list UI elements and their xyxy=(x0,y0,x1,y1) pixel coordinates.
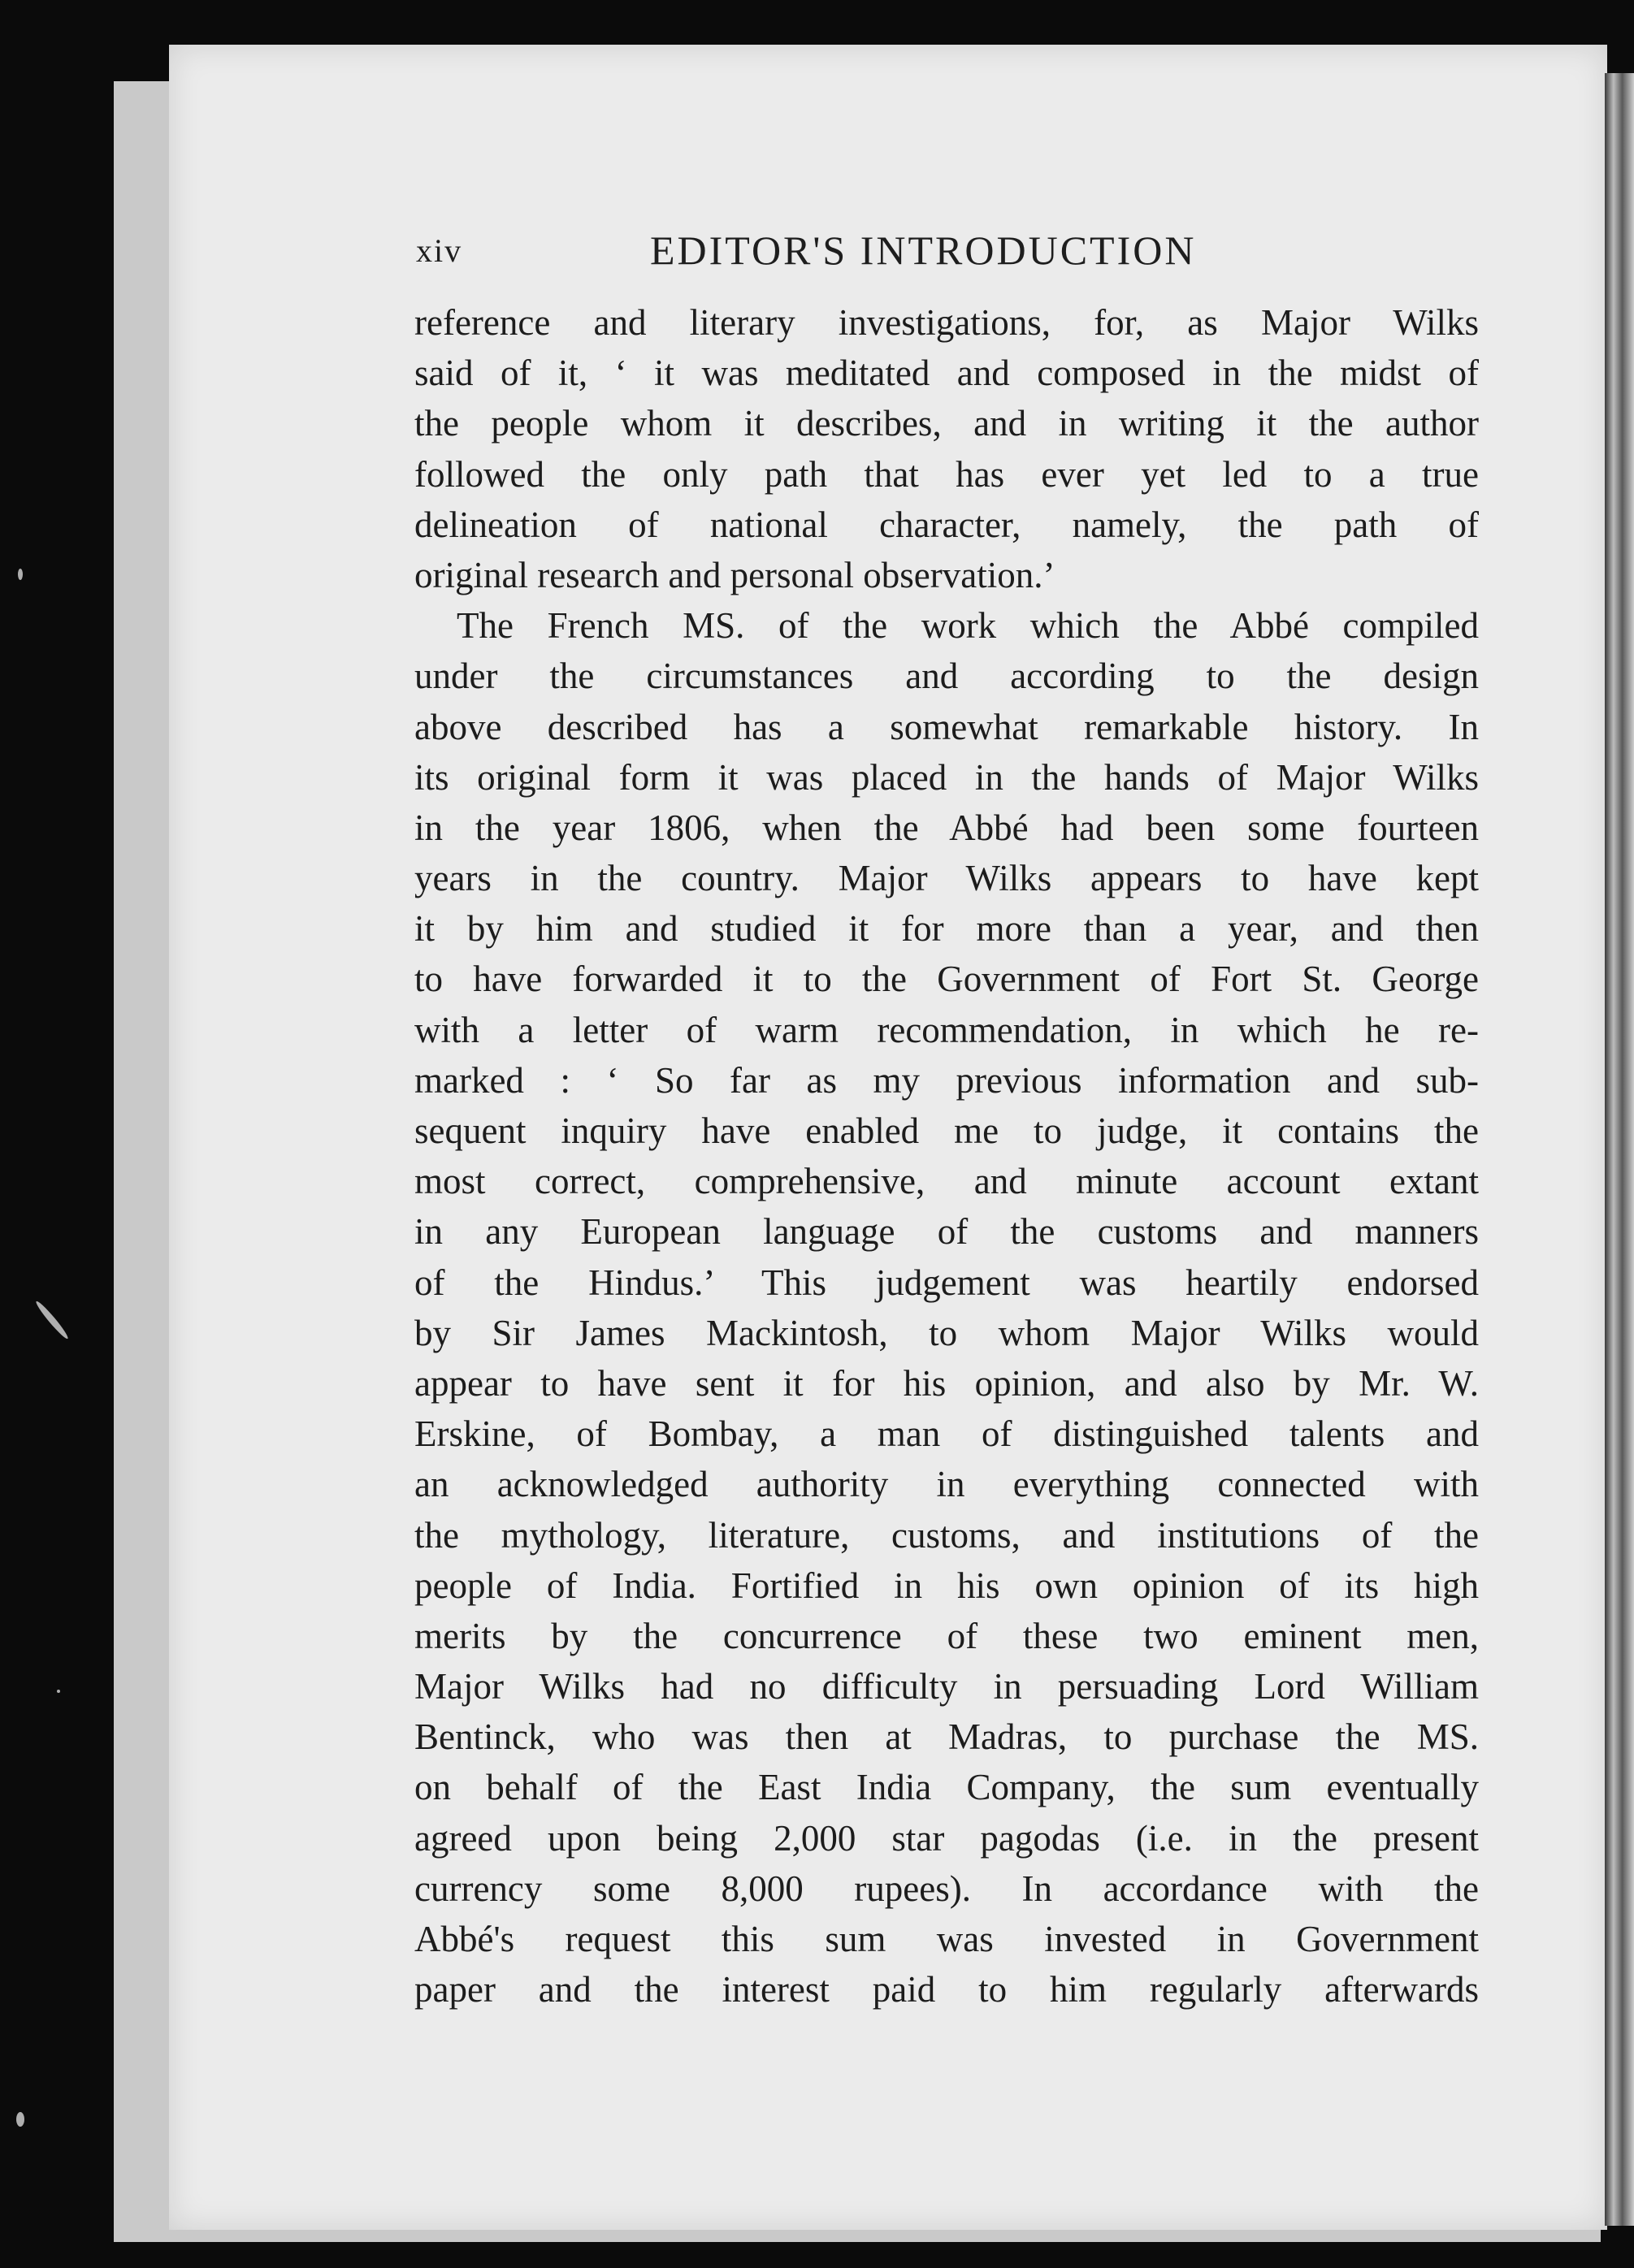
text-line: on behalf of the East India Company, the sum eventually xyxy=(414,1767,1479,1808)
text-line: its original form it was placed in the hands of Major Wilks xyxy=(414,756,1479,798)
scan-speck xyxy=(57,1690,60,1693)
text-line: The French MS. of the work which the Abbé compiled xyxy=(457,605,1479,647)
text-line: in the year 1806, when the Abbé had been some fourteen xyxy=(414,807,1479,848)
text-line: Erskine, of Bombay, a man of distinguished talents and xyxy=(414,1413,1479,1455)
page-edge-shadow xyxy=(1605,73,1634,2226)
text-line: merits by the concurrence of these two eminent men, xyxy=(414,1615,1479,1656)
text-line: above described has a somewhat remarkable history. In xyxy=(414,706,1479,747)
body-text xyxy=(414,297,1479,2015)
running-head-title: EDITOR'S INTRODUCTION xyxy=(650,227,1197,273)
text-line: agreed upon being 2,000 star pagodas (i.e. in the present xyxy=(414,1817,1479,1859)
paragraph xyxy=(414,297,1479,600)
text-line: Major Wilks had no difficulty in persuading Lord William xyxy=(414,1666,1479,1707)
text-line: it by him and studied it for more than a year, and then xyxy=(414,908,1479,950)
text-line: said of it, ‘ it was meditated and composed in the midst of xyxy=(414,353,1479,394)
text-line: the mythology, literature, customs, and institutions of the xyxy=(414,1514,1479,1556)
text-line: people of India. Fortified in his own opinion of its high xyxy=(414,1565,1479,1606)
text-line: currency some 8,000 rupees). In accordance with the xyxy=(414,1868,1479,1909)
text-line: original research and personal observation.’ xyxy=(414,554,1055,595)
text-line: most correct, comprehensive, and minute account extant xyxy=(414,1161,1479,1202)
text-line: of the Hindus.’ This judgement was heartily endorsed xyxy=(414,1262,1479,1303)
text-line: delineation of national character, namely, the path of xyxy=(414,504,1479,545)
text-line: in any European language of the customs and manners xyxy=(414,1211,1479,1253)
text-line: reference and literary investigations, for, as Major Wilks xyxy=(414,302,1479,343)
text-line: followed the only path that has ever yet led to a true xyxy=(414,453,1479,495)
page-number: xiv xyxy=(416,232,463,269)
scan-speck xyxy=(16,2112,24,2127)
text-line: Abbé's request this sum was invested in Government xyxy=(414,1919,1479,1959)
text-line: to have forwarded it to the Government of Fort St. George xyxy=(414,959,1479,1000)
text-line: Bentinck, who was then at Madras, to purchase the MS. xyxy=(414,1716,1479,1758)
text-line: under the circumstances and according to the design xyxy=(414,656,1479,697)
text-line: by Sir James Mackintosh, to whom Major Wilks would xyxy=(414,1312,1479,1353)
running-head xyxy=(244,227,1479,280)
text-line: sequent inquiry have enabled me to judge, it contains the xyxy=(414,1110,1479,1151)
text-line: the people whom it describes, and in writing it the author xyxy=(414,403,1479,444)
scan-speck xyxy=(18,569,23,580)
text-line: an acknowledged authority in everything connected with xyxy=(414,1464,1479,1505)
text-line: paper and the interest paid to him regularly afterwards xyxy=(414,1969,1479,2010)
scan-speck xyxy=(34,1299,71,1340)
paragraph xyxy=(414,600,1479,2015)
text-line: marked : ‘ So far as my previous information and sub- xyxy=(414,1059,1479,1101)
text-line: appear to have sent it for his opinion, and also by Mr. W. xyxy=(414,1362,1479,1404)
text-line: with a letter of warm recommendation, in which he re- xyxy=(414,1009,1479,1050)
text-line: years in the country. Major Wilks appears to have kept xyxy=(414,858,1479,899)
